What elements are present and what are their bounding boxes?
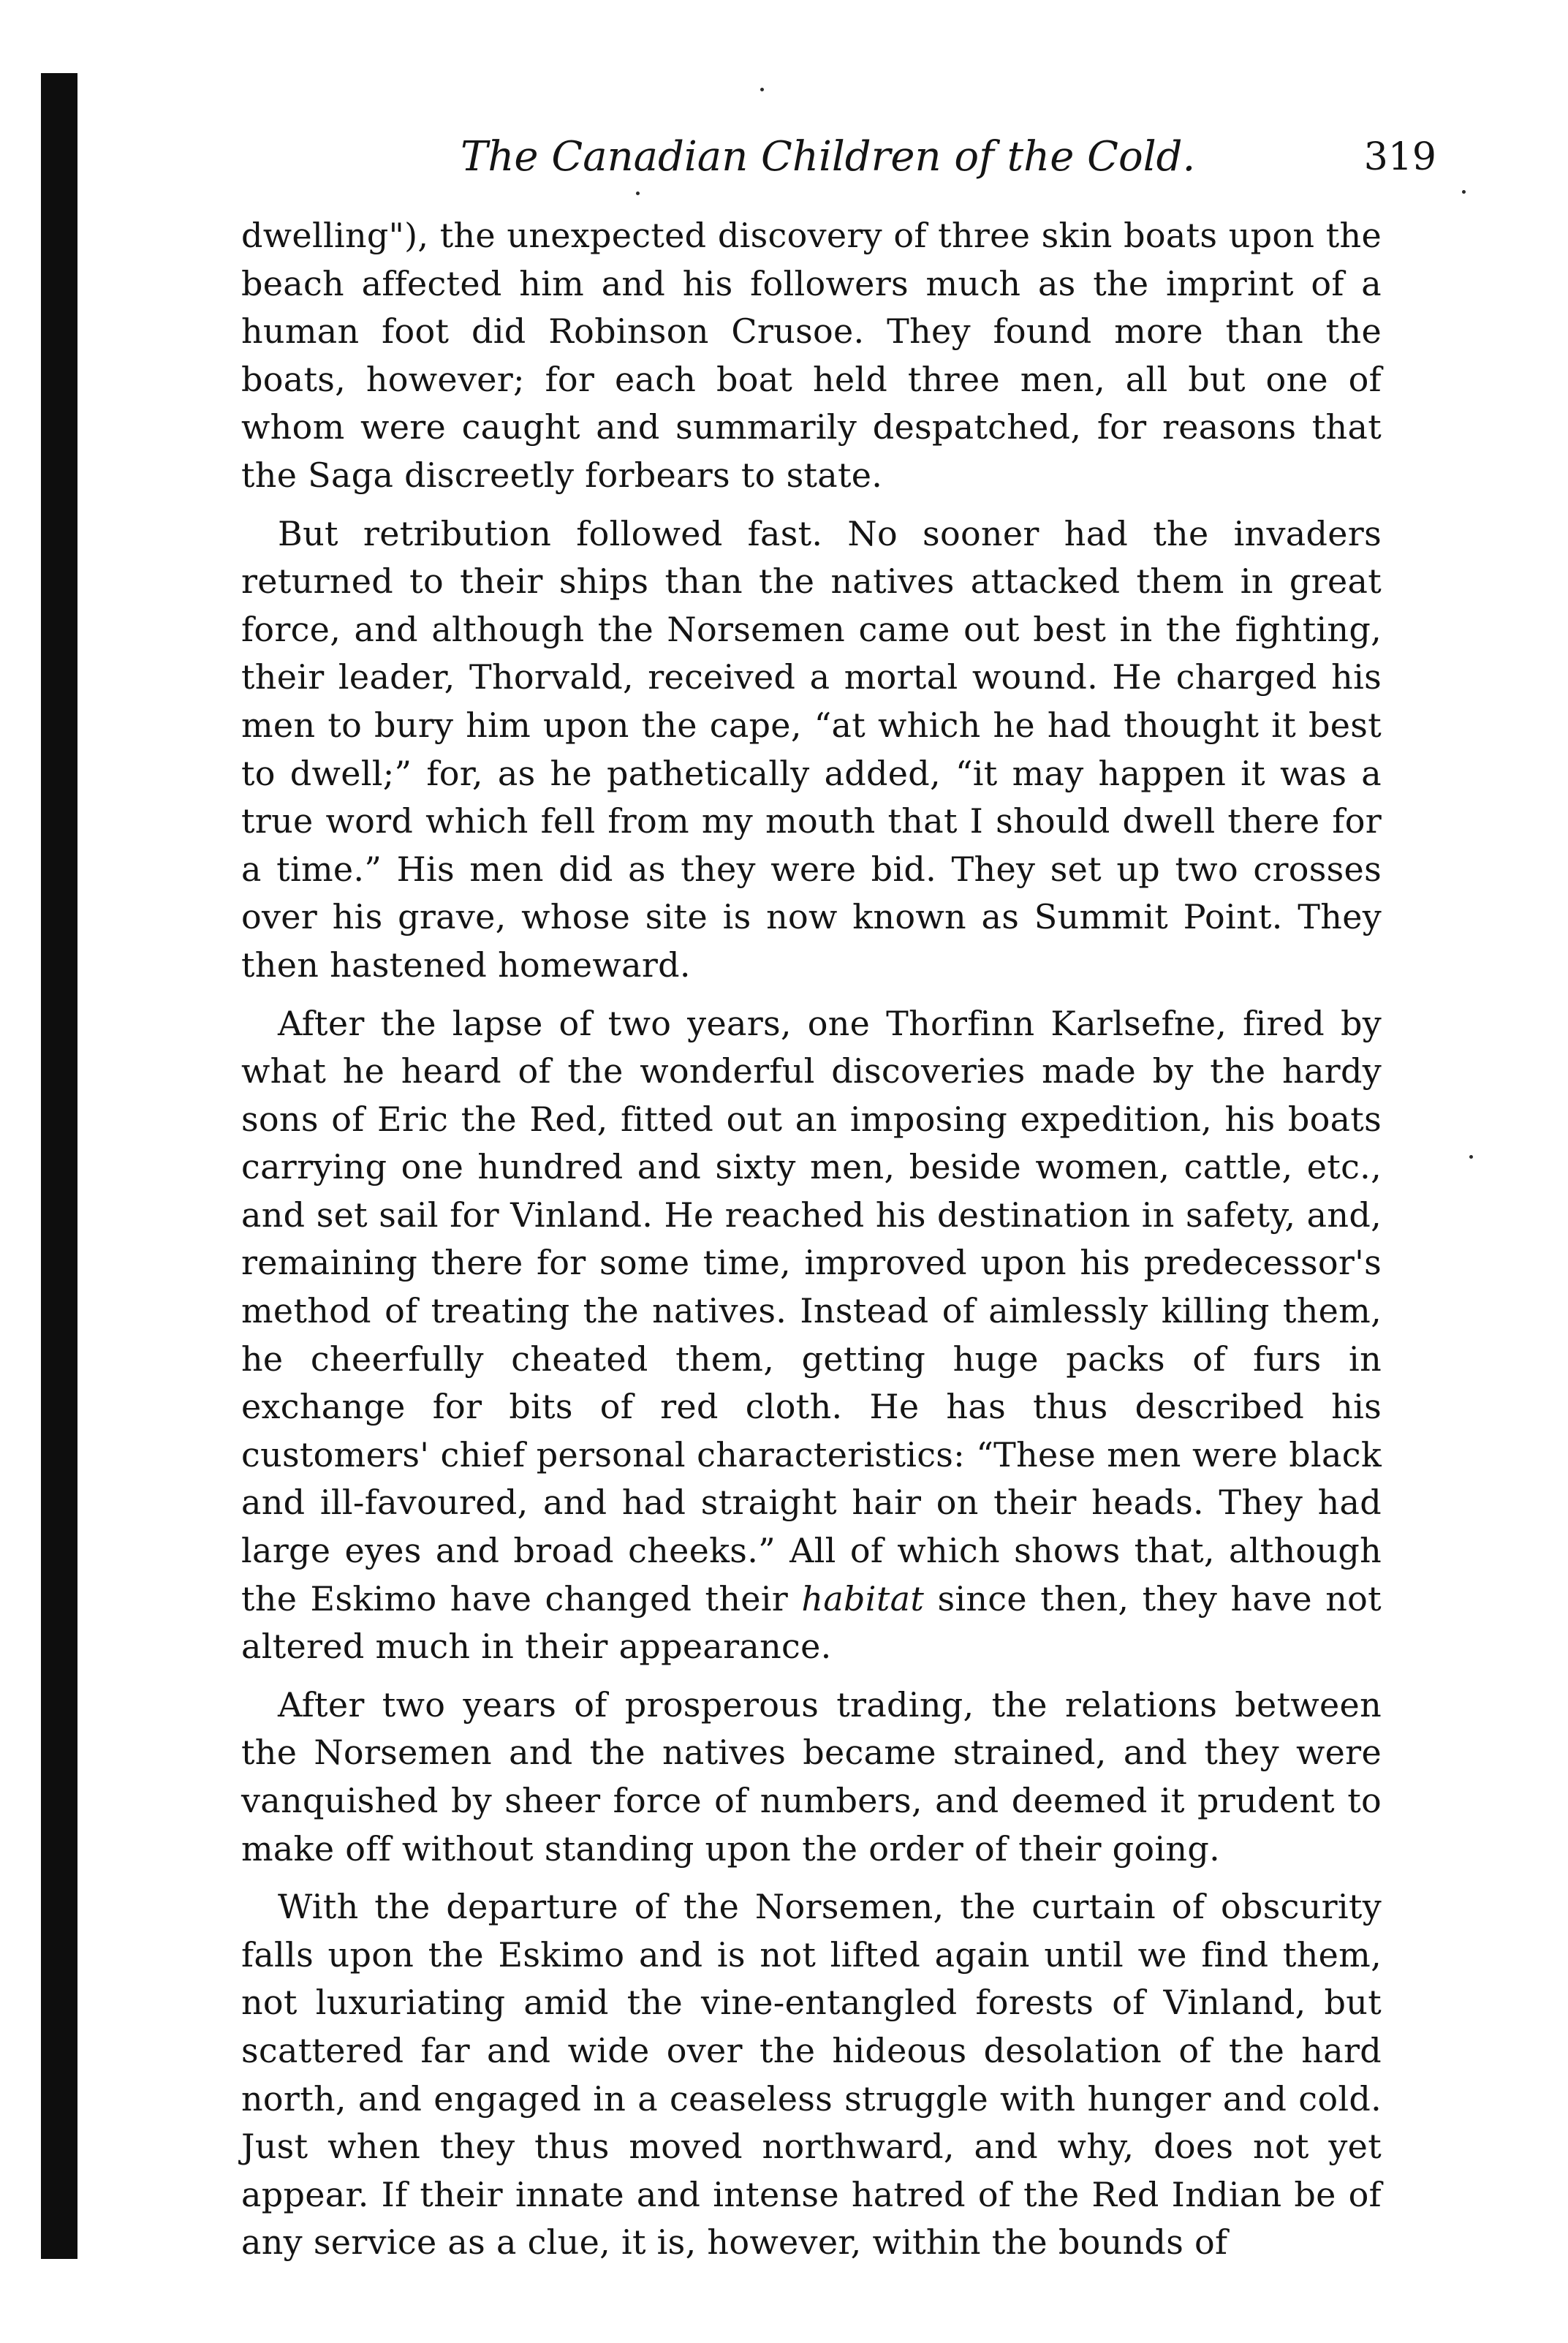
print-speck	[1462, 190, 1466, 194]
body-text	[241, 212, 1382, 2277]
print-speck	[1469, 1155, 1473, 1159]
paragraph-5: With the departure of the Norsemen, the curtain of obscurity falls upon the Eskimo and is not lifted again until we find them, not luxuriating amid the vine-entangled forests of Vinland, but scattered far and wide over the hideous desolation of the hard north, and engaged in a ceaseless struggle with hunger and cold. Just when they thus moved northward, and why, does not yet appear. If their innate and intense hatred of the Red Indian be of any service as a clue, it is, however, within the bounds of	[241, 1887, 1382, 2263]
paragraph-3	[241, 1000, 1382, 1671]
page-binding-shadow	[41, 73, 77, 2259]
italic-term: habitat	[801, 1578, 925, 1619]
paragraph-2: But retribution followed fast. No sooner had the invaders returned to their ships than the natives attacked them in great force, and although the Norsemen came out best in the fighting, their leader, Thorvald, received a mortal wound. He charged his men to bury him upon the cape, “at which he had thought it best to dwell;” for, as he pathetically added, “it may happen it was a true word which fell from my mouth that I should dwell there for a time.” His men did as they were bid. They set up two crosses over his grave, whose site is now known as Summit Point. They then hastened homeward.	[241, 513, 1382, 985]
running-header	[241, 124, 1436, 190]
print-speck	[760, 88, 764, 91]
paragraph-3-end: since then, they have not altered much in their appearance.	[241, 1578, 1382, 1667]
paragraph-4: After two years of prosperous trading, the relations between the Norsemen and the natives became strained, and they were vanquished by sheer force of numbers, and deemed it prudent to make off without standing upon the order of their going.	[241, 1684, 1382, 1869]
paragraph-3-text: After the lapse of two years, one Thorfinn Karlsefne, fired by what he heard of the wonderful discoveries made by the hardy sons of Eric the Red, fitted out an imposing expedition, his boats carrying one hundred and sixty men, beside women, cattle, etc., and set sail for Vinland. He reached his destination in safety, and, remaining there for some time, improved upon his predecessor's method of treating the natives. Instead of aimlessly killing them, he cheerfully cheated them, getting huge packs of furs in exchange for bits of red cloth. He has thus described his customers' chief personal characteristics: “These men were black and ill-favoured, and had straight hair on their heads. They had large eyes and broad cheeks.” All of which shows that, although the Eskimo have changed their	[241, 1003, 1382, 1619]
print-speck	[636, 192, 640, 195]
page-number: 319	[1363, 135, 1436, 179]
paragraph-1: dwelling"), the unexpected discovery of three skin boats upon the beach affected him and his followers much as the imprint of a human foot did Robinson Crusoe. They found more than the boats, however; for each boat held three men, all but one of whom were caught and summarily despatched, for reasons that the Saga discreetly forbears to state.	[241, 216, 1382, 495]
running-title: The Canadian Children of the Cold.	[461, 133, 1196, 181]
